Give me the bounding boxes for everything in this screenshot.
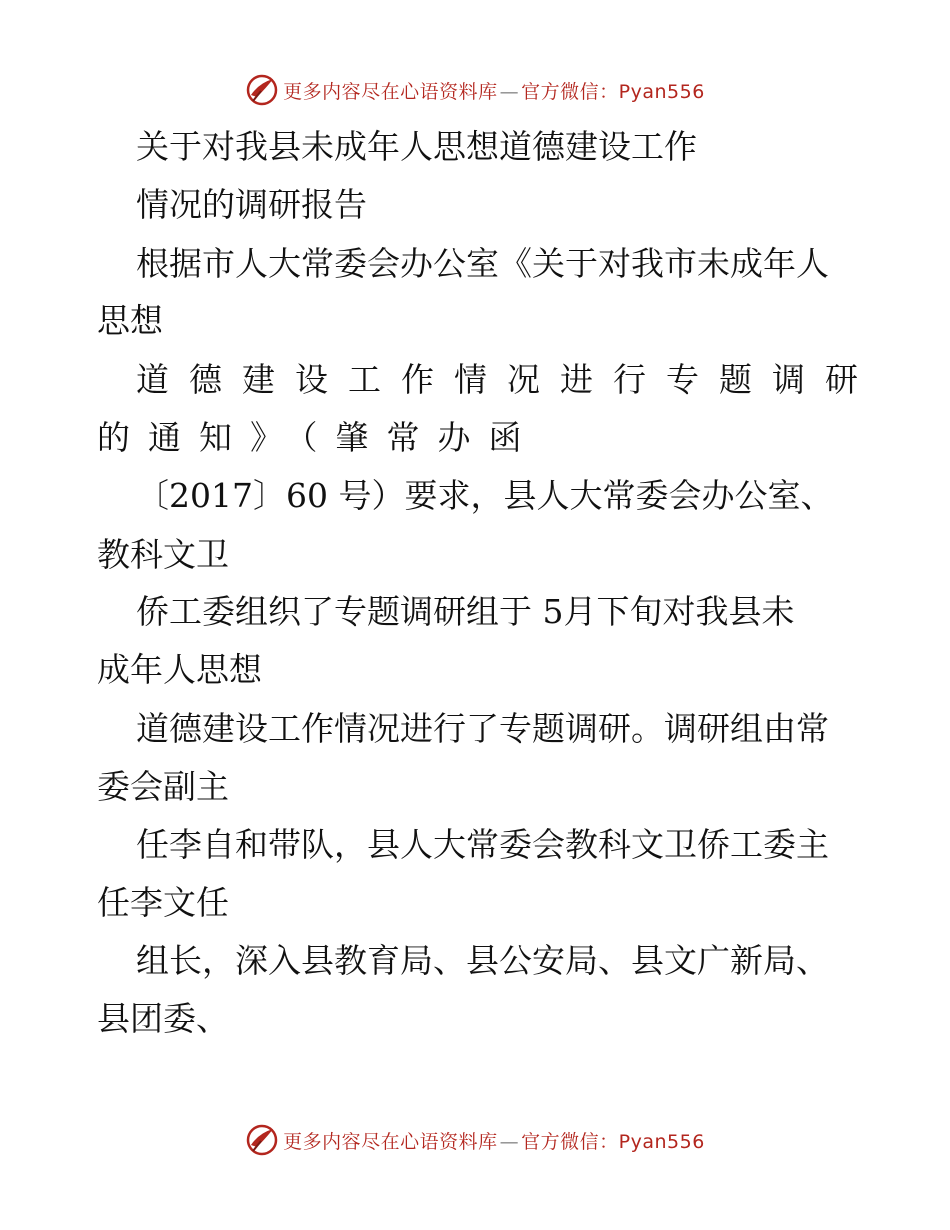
paragraph-line: 县团委、 <box>97 999 229 1038</box>
footer-watermark <box>0 1120 950 1160</box>
doc-title-line-2: 情况的调研报告 <box>136 185 367 224</box>
paragraph-line: 道德建设工作情况进行专题调研 <box>136 360 878 399</box>
header-watermark <box>0 70 950 110</box>
quill-logo-icon <box>245 73 279 107</box>
watermark-contact: 官方微信：Pyan556 <box>521 1130 705 1153</box>
paragraph-line: 的通知》（肇常办函 <box>97 418 540 457</box>
paragraph-line: 成年人思想 <box>97 650 262 689</box>
watermark-main: 更多内容尽在心语资料库 <box>283 1130 498 1153</box>
paragraph-line: 组长，深入县教育局、县公安局、县文广新局、 <box>136 941 829 980</box>
watermark-contact: 官方微信：Pyan556 <box>521 80 705 103</box>
paragraph-line: 根据市人大常委会办公室《关于对我市未成年人 <box>136 244 829 283</box>
paragraph-line: 侨工委组织了专题调研组于 5月下旬对我县未 <box>136 592 795 631</box>
paragraph-line: 委会副主 <box>97 767 229 806</box>
watermark-main: 更多内容尽在心语资料库 <box>283 80 498 103</box>
paragraph-line: 〔2017〕60 号）要求，县人大常委会办公室、 <box>136 476 834 515</box>
watermark-text <box>283 77 705 104</box>
paragraph-line: 教科文卫 <box>97 535 229 574</box>
doc-title-line-1: 关于对我县未成年人思想道德建设工作 <box>136 127 697 166</box>
watermark-dash: — <box>499 80 520 103</box>
quill-logo-icon <box>245 1123 279 1157</box>
watermark-dash: — <box>499 1130 520 1153</box>
paragraph-line: 道德建设工作情况进行了专题调研。调研组由常 <box>136 709 829 748</box>
paragraph-line: 任李自和带队，县人大常委会教科文卫侨工委主 <box>136 825 829 864</box>
watermark-text <box>283 1127 705 1154</box>
paragraph-line: 任李文任 <box>97 883 229 922</box>
paragraph-line: 思想 <box>97 301 163 340</box>
